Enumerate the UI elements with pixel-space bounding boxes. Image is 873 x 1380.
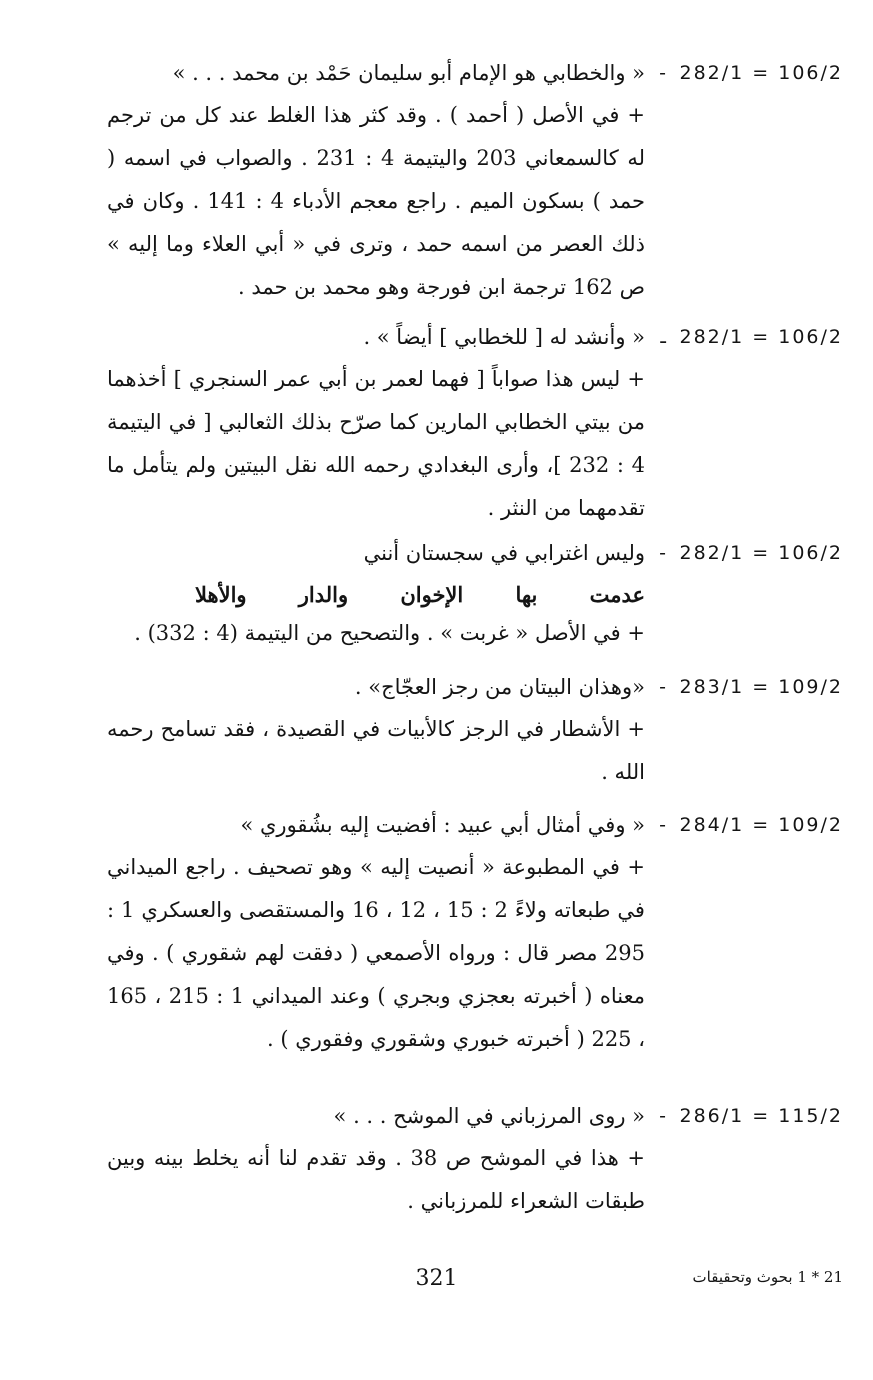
- page-reference: 282/1 = 106/2: [679, 542, 843, 564]
- entry-dash: -: [659, 676, 666, 698]
- page-reference: 282/1 = 106/2: [679, 62, 843, 84]
- quoted-text: « وفي أمثال أبي عبيد : أفضيت إليه بشُقوري »: [240, 813, 645, 837]
- entry-dash: -: [659, 542, 666, 564]
- verse-first-hemistich: وليس اغترابي في سجستان أنني: [363, 541, 645, 565]
- page-reference: 284/1 = 109/2: [679, 814, 843, 836]
- quoted-text: « والخطابي هو الإمام أبو سليمان حَمْد بن محمد . . . »: [172, 61, 645, 85]
- page-reference: 282/1 = 106/2: [679, 326, 843, 348]
- verse-second-hemistich: عدمت بها الإخوان والدار والأهلا: [195, 582, 645, 607]
- commentary: + في الأصل « غربت » . والتصحيح من اليتيمة (4 : 332) .: [134, 621, 645, 645]
- quoted-text: «وهذان البيتان من رجز العجّاج» .: [354, 675, 645, 699]
- page-number: 321: [415, 1266, 458, 1291]
- entry-dash: -: [659, 814, 666, 836]
- entry-dash: ـ: [660, 326, 666, 348]
- commentary: + في الأصل ( أحمد ) . وقد كثر هذا الغلط عند كل من ترجم له كالسمعاني 203 واليتيمة 4 : 231 . والصواب في اسمه ( حمد ) بسكون الميم . راجع معجم الأدباء 4 : 141 . وكان في ذلك العصر من اسمه حمد ، وترى في « أبي العلاء وما إليه » ص 162 ترجمة ابن فورجة وهو محمد بن حمد .: [107, 103, 646, 299]
- commentary: + هذا في الموشح ص 38 . وقد تقدم لنا أنه يخلط بينه وبين طبقات الشعراء للمرزباني .: [107, 1146, 645, 1213]
- commentary: + الأشطار في الرجز كالأبيات في القصيدة ، فقد تسامح رحمه الله .: [107, 717, 645, 784]
- commentary: + في المطبوعة « أنصيت إليه » وهو تصحيف . راجع الميداني في طبعاته ولاءً 2 : 15 ، 12 ، 16 والمستقصى والعسكري 1 : 295 مصر قال : ورواه الأصمعي ( دفقت لهم شقوري ) . وفي معناه ( أخبرته بعجزي وبجري ) وعند الميداني 1 : 215 ، 165 ، 225 ( أخبرته خبوري وشقوري وفقوري ) .: [107, 855, 645, 1051]
- signature-mark: 21 * 1 بحوث وتحقيقات: [692, 1268, 843, 1286]
- page-reference: 286/1 = 115/2: [679, 1105, 843, 1127]
- page-reference: 283/1 = 109/2: [679, 676, 843, 698]
- entry-dash: -: [659, 62, 666, 84]
- quoted-text: « روى المرزباني في الموشح . . . »: [333, 1104, 645, 1128]
- commentary: + ليس هذا صواباً [ فهما لعمر بن أبي عمر السنجري ] أخذهما من بيتي الخطابي المارين كما صرّح بذلك الثعالبي [ في اليتيمة 4 : 232 ]، وأرى البغدادي رحمه الله نقل البيتين ولم يتأمل ما تقدمهما من النثر .: [107, 367, 645, 520]
- quoted-text: « وأنشد له [ للخطابي ] أيضاً » .: [363, 325, 645, 349]
- entry-dash: -: [659, 1105, 666, 1127]
